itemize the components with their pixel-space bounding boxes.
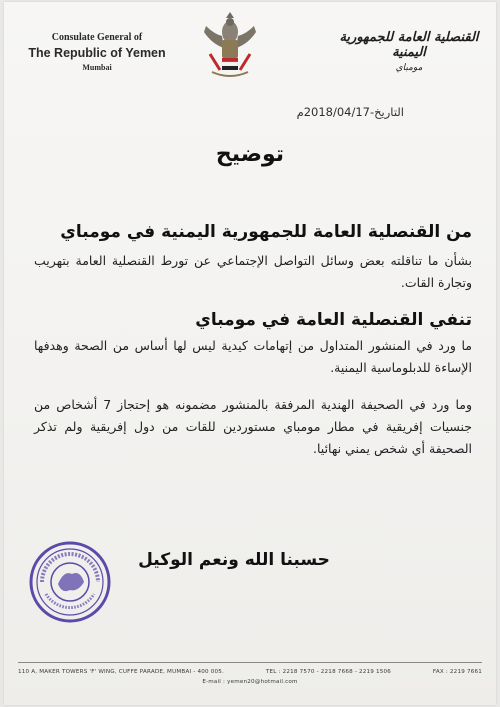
document-date: التاريخ-2018/04/17م — [296, 105, 404, 119]
subheading-from: من القنصلية العامة للجمهورية اليمنية في مومباي — [60, 222, 472, 242]
arabic-letterhead — [334, 30, 484, 73]
paragraph-regarding: بشأن ما تناقلته بعض وسائل التواصل الإجتماعي عن تورط القنصلية العامة بتهريب وتجارة القات. — [34, 253, 472, 290]
footer-email: E-mail : yemen20@hotmail.com — [202, 679, 298, 685]
letter-page — [4, 2, 496, 705]
official-stamp-icon — [28, 540, 112, 624]
english-letterhead — [12, 32, 182, 72]
paragraph-newspaper: وما ورد في الصحيفة الهندية المرفقة بالمنشور مضمونه هو إحتجاز 7 أشخاص من جنسيات إفريقية في مطار مومباي مستوردين للقات من دول إفريقية ولم تذكر الصحيفة أي شخص يمني نهائيا. — [34, 397, 472, 456]
footer-address: 110 A, MAKER TOWERS 'F' WING, CUFFE PARADE, MUMBAI - 400 005. — [18, 669, 225, 675]
letterhead-ar-line2: مومباي — [395, 63, 423, 73]
letterhead-en-line1: Consulate General of — [51, 32, 143, 43]
footer-contact-row — [18, 669, 482, 675]
footer-telephone: TEL : 2218 7570 - 2218 7668 - 2219 1506 — [265, 669, 392, 675]
paragraph-denial: ما ورد في المنشور المتداول من إتهامات كيدية ليس لها أساس من الصحة وهدفها الإساءة للدبلوماسية اليمنية. — [34, 338, 472, 375]
letterhead-footer — [18, 662, 482, 685]
document-title: توضيح — [215, 142, 285, 167]
footer-fax: FAX : 2219 7661 — [432, 669, 482, 675]
closing-phrase: حسبنا الله ونعم الوكيل — [138, 550, 330, 570]
letterhead-ar-line1: القنصلية العامة للجمهورية اليمنية — [339, 30, 479, 60]
letterhead-en-line2: The Republic of Yemen — [28, 46, 166, 60]
subheading-denial: تنفي القنصلية العامة في مومباي — [195, 310, 472, 330]
letterhead-en-line3: Mumbai — [82, 63, 112, 72]
yemen-eagle-emblem-icon — [200, 8, 260, 82]
